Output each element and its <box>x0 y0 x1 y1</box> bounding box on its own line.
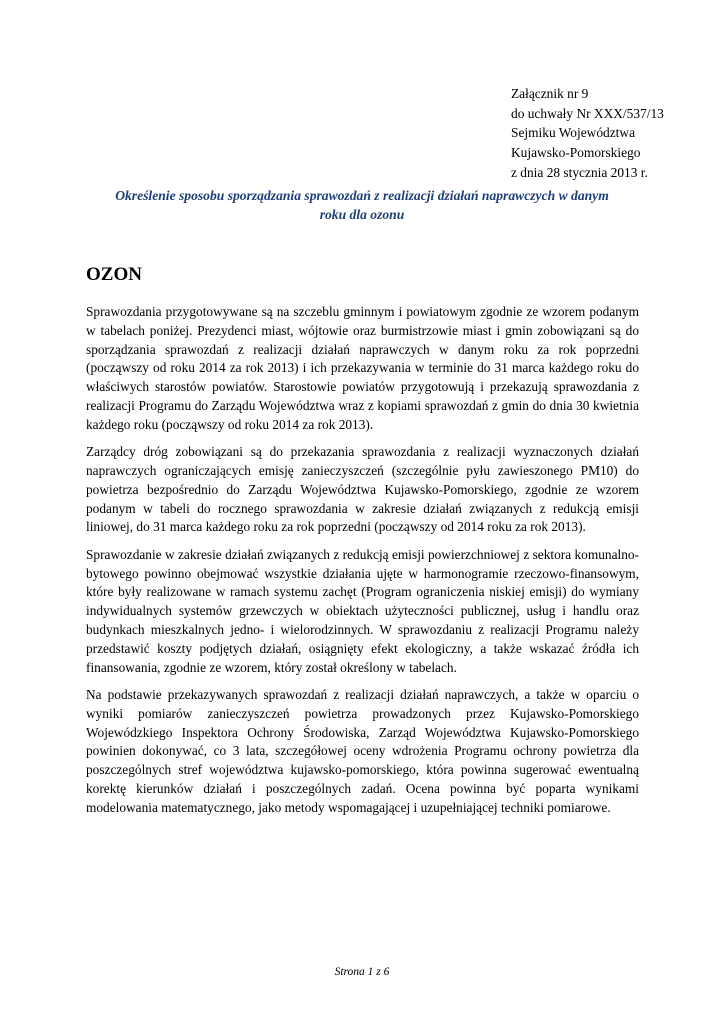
paragraph-reporting-procedure: Sprawozdania przygotowywane są na szczeblu gminnym i powiatowym zgodnie ze wzorem podanym w tabelach poniżej. Prezydenci miast, wójtowie oraz burmistrzowie miast i gmin zobowiązani są do sporządzania sprawozdań z realizacji działań naprawczych w danym roku za rok poprzedni (począwszy od roku 2014 za rok 2013) i ich przekazywania w terminie do 31 marca każdego roku do właściwych starostów powiatów. Starostowie powiatów przygotowują i przekazują sprawozdania z realizacji Programu do Zarządu Województwa wraz z kopiami sprawozdań z gmin do dnia 30 kwietnia każdego roku (począwszy od roku 2014 za rok 2013). <box>86 304 639 432</box>
paragraph-surface-emission: Sprawozdanie w zakresie działań związanych z redukcją emisji powierzchniowej z sektora komunalno-bytowego powinno obejmować wszystkie działania ujęte w harmonogramie rzeczowo-finansowym, które były realizowane w ramach systemu zachęt (Program ograniczenia niskiej emisji) do wymiany indywidualnych systemów grzewczych w obiektach użyteczności publicznej, usług i handlu oraz budynkach mieszkalnych jedno- i wielorodzinnych. W sprawozdaniu z realizacji Programu należy przedstawić koszty podjętych działań, osiągnięty efekt ekologiczny, a także wskazać źródła ich finansowania, zgodnie ze wzorem, który został określony w tabelach. <box>86 546 639 675</box>
page-number: Strona 1 z 6 <box>334 966 390 978</box>
document-title-line-1: Określenie sposobu sporządzania sprawozdań z realizacji działań naprawczych w danym <box>115 188 609 203</box>
voivodeship-name: Kujawsko-Pomorskiego <box>511 145 641 161</box>
document-title <box>86 186 638 224</box>
document-title-line-2: roku dla ozonu <box>319 207 405 222</box>
paragraph-program-assessment: Na podstawie przekazywanych sprawozdań z realizacji działań naprawczych, a także w oparciu o wyniki pomiarów zanieczyszczeń powietrza prowadzonych przez Kujawsko-Pomorskiego Wojewódzkiego Inspektora Ochrony Środowiska, Zarząd Województwa Kujawsko-Pomorskiego powinien dokonywać, co 3 lata, szczegółowej oceny wdrożenia Programu ochrony powietrza dla poszczególnych stref województwa kujawsko-pomorskiego, która powinna sugerować ewentualną korektę kierunków działań i poszczególnych zadań. Ocena powinna być poparta wynikami modelowania matematycznego, jako metody wspomagającej i uzupełniającej techniki pomiarowe. <box>86 686 639 815</box>
document-body <box>86 303 639 826</box>
section-heading: OZON <box>86 264 142 285</box>
attachment-reference <box>511 84 664 183</box>
resolution-date: z dnia 28 stycznia 2013 r. <box>511 164 648 180</box>
paragraph-road-managers: Zarządcy dróg zobowiązani są do przekazania sprawozdania z realizacji wyznaczonych działań naprawczych ograniczających emisję zanieczyszczeń (szczególnie pyłu zawieszonego PM10) do powietrza bezpośrednio do Zarządu Województwa Kujawsko-Pomorskiego, zgodnie ze wzorem podanym w tabeli do rocznego sprawozdania w zakresie działań związanych z redukcją emisji liniowej, do 31 marca każdego roku za rok poprzedni (począwszy od 2014 roku za rok 2013). <box>86 444 639 535</box>
attachment-number: Załącznik nr 9 <box>511 86 589 101</box>
assembly-name: Sejmiku Województwa <box>511 125 636 141</box>
resolution-number: do uchwały Nr XXX/537/13 <box>511 105 664 121</box>
